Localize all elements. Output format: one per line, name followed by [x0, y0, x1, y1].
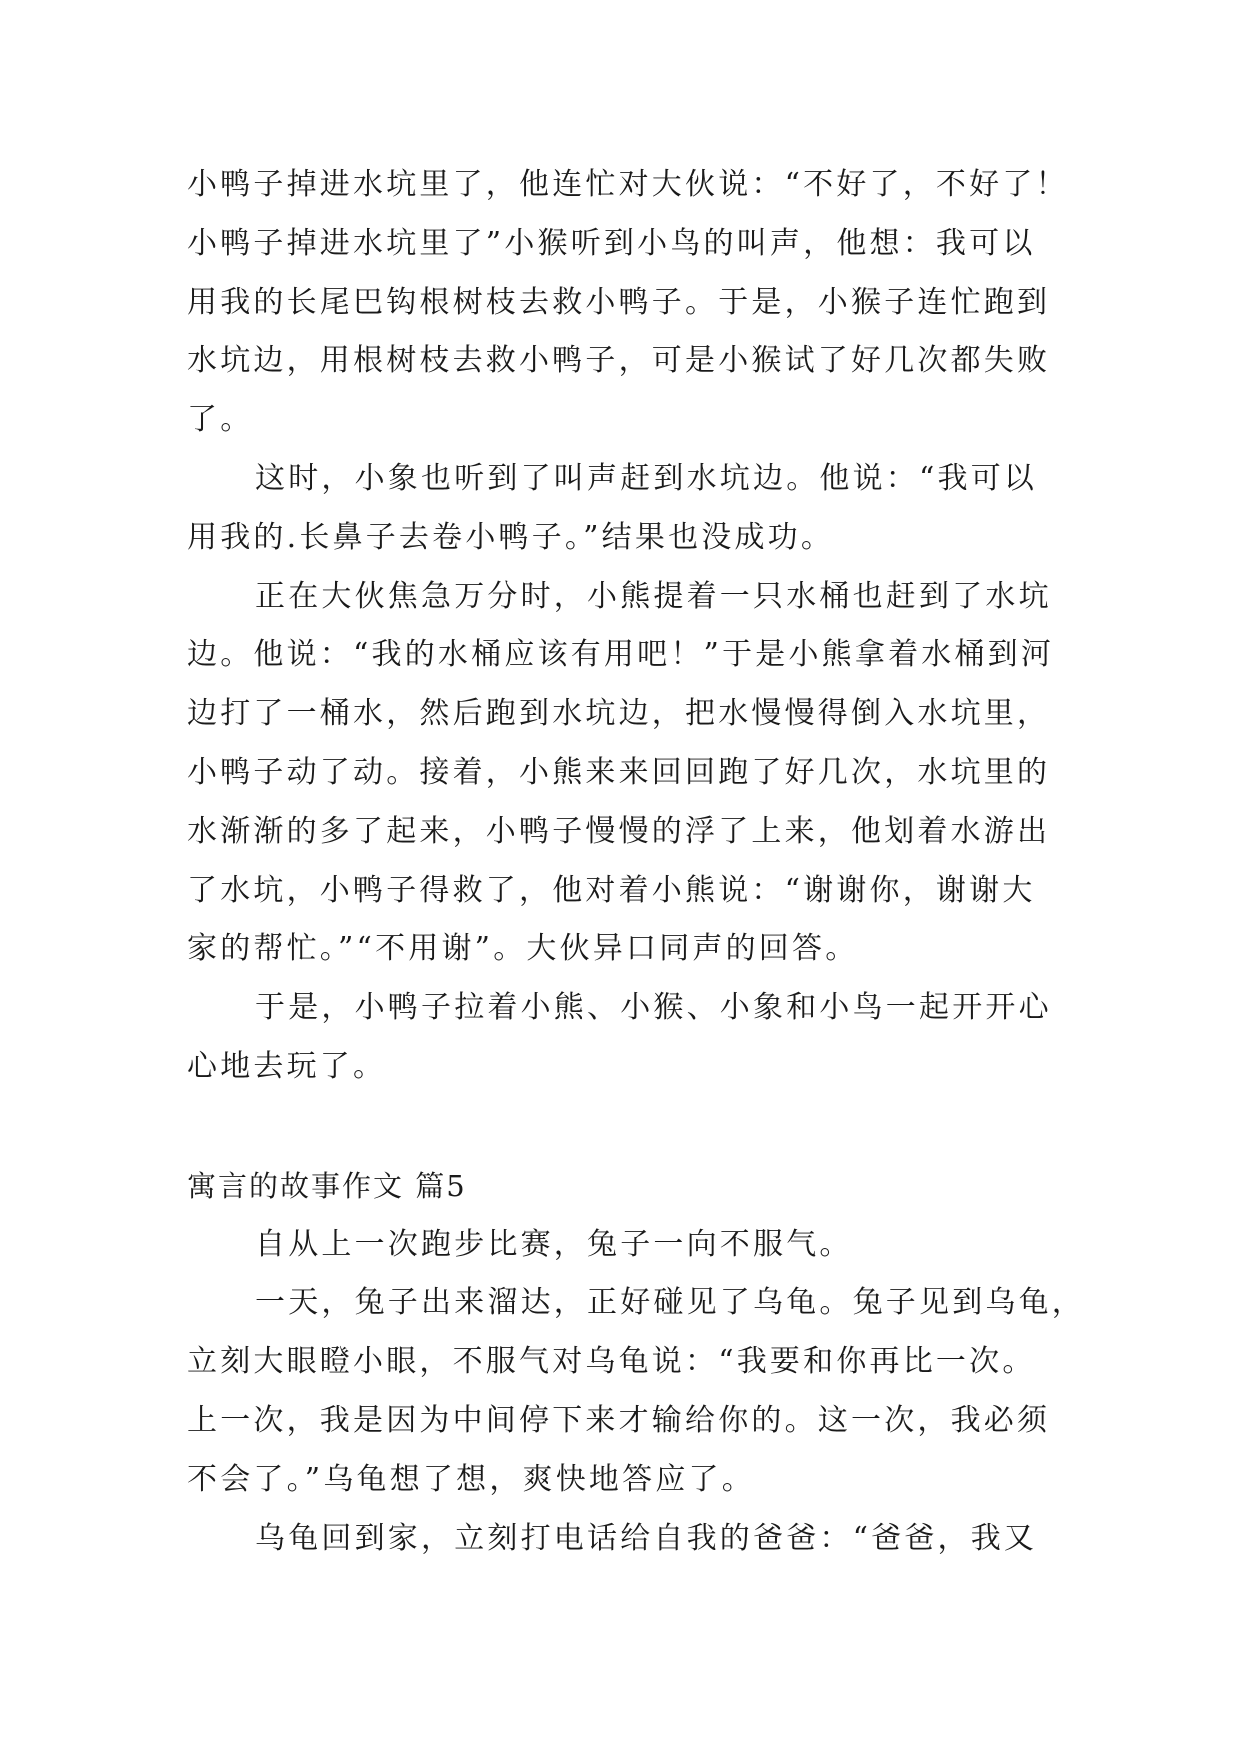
text-line: 用我的长尾巴钩根树枝去救小鸭子。于是，小猴子连忙跑到 [187, 284, 1051, 320]
section-gap [187, 1097, 1067, 1157]
text-line: 自从上一次跑步比赛，兔子一向不服气。 [255, 1226, 853, 1262]
text-line: 上一次，我是因为中间停下来才输给你的。这一次，我必须 [187, 1402, 1051, 1438]
text-line: 边打了一桶水，然后跑到水坑边，把水慢慢得倒入水坑里， [187, 696, 1051, 732]
text-line: 了。 [187, 402, 254, 438]
text-line: 小鸭子动了动。接着，小熊来来回回跑了好几次，水坑里的 [187, 754, 1051, 790]
text-line: 了水坑，小鸭子得救了，他对着小熊说：“谢谢你，谢谢大 [187, 872, 1036, 908]
text-line: 水坑边，用根树枝去救小鸭子，可是小猴试了好几次都失败 [187, 343, 1051, 379]
text-line: 用我的.长鼻子去卷小鸭子。”结果也没成功。 [187, 519, 835, 555]
text-line: 正在大伙焦急万分时，小熊提着一只水桶也赶到了水坑 [255, 578, 1052, 614]
text-line: 这时，小象也听到了叫声赶到水坑边。他说：“我可以 [255, 460, 1038, 496]
text-line: 家的帮忙。”“不用谢”。大伙异口同声的回答。 [187, 931, 859, 967]
text-line: 乌龟回到家，立刻打电话给自我的爸爸：“爸爸，我又 [255, 1520, 1038, 1556]
text-line: 水渐渐的多了起来，小鸭子慢慢的浮了上来，他划着水游出 [187, 813, 1051, 849]
text-line: 小鸭子掉进水坑里了，他连忙对大伙说：“不好了，不好了！ [187, 167, 1069, 202]
text-line: 小鸭子掉进水坑里了”小猴听到小鸟的叫声，他想：我可以 [187, 225, 1036, 261]
text-line: 边。他说：“我的水桶应该有用吧！”于是小熊拿着水桶到河 [187, 637, 1055, 673]
text-line: 一天，兔子出来溜达，正好碰见了乌龟。兔子见到乌龟， [255, 1285, 1085, 1321]
text-line: 心地去玩了。 [187, 1048, 387, 1084]
document-body [187, 156, 1085, 1568]
text-line: 于是，小鸭子拉着小熊、小猴、小象和小鸟一起开开心 [255, 990, 1052, 1026]
text-line: 立刻大眼瞪小眼，不服气对乌龟说：“我要和你再比一次。 [187, 1344, 1036, 1380]
text-line: 不会了。”乌龟想了想，爽快地答应了。 [187, 1461, 755, 1497]
story-part-4 [187, 156, 1067, 1097]
section-title: 寓言的故事作文 篇5 [187, 1168, 467, 1203]
story-part-5 [187, 1216, 1085, 1569]
